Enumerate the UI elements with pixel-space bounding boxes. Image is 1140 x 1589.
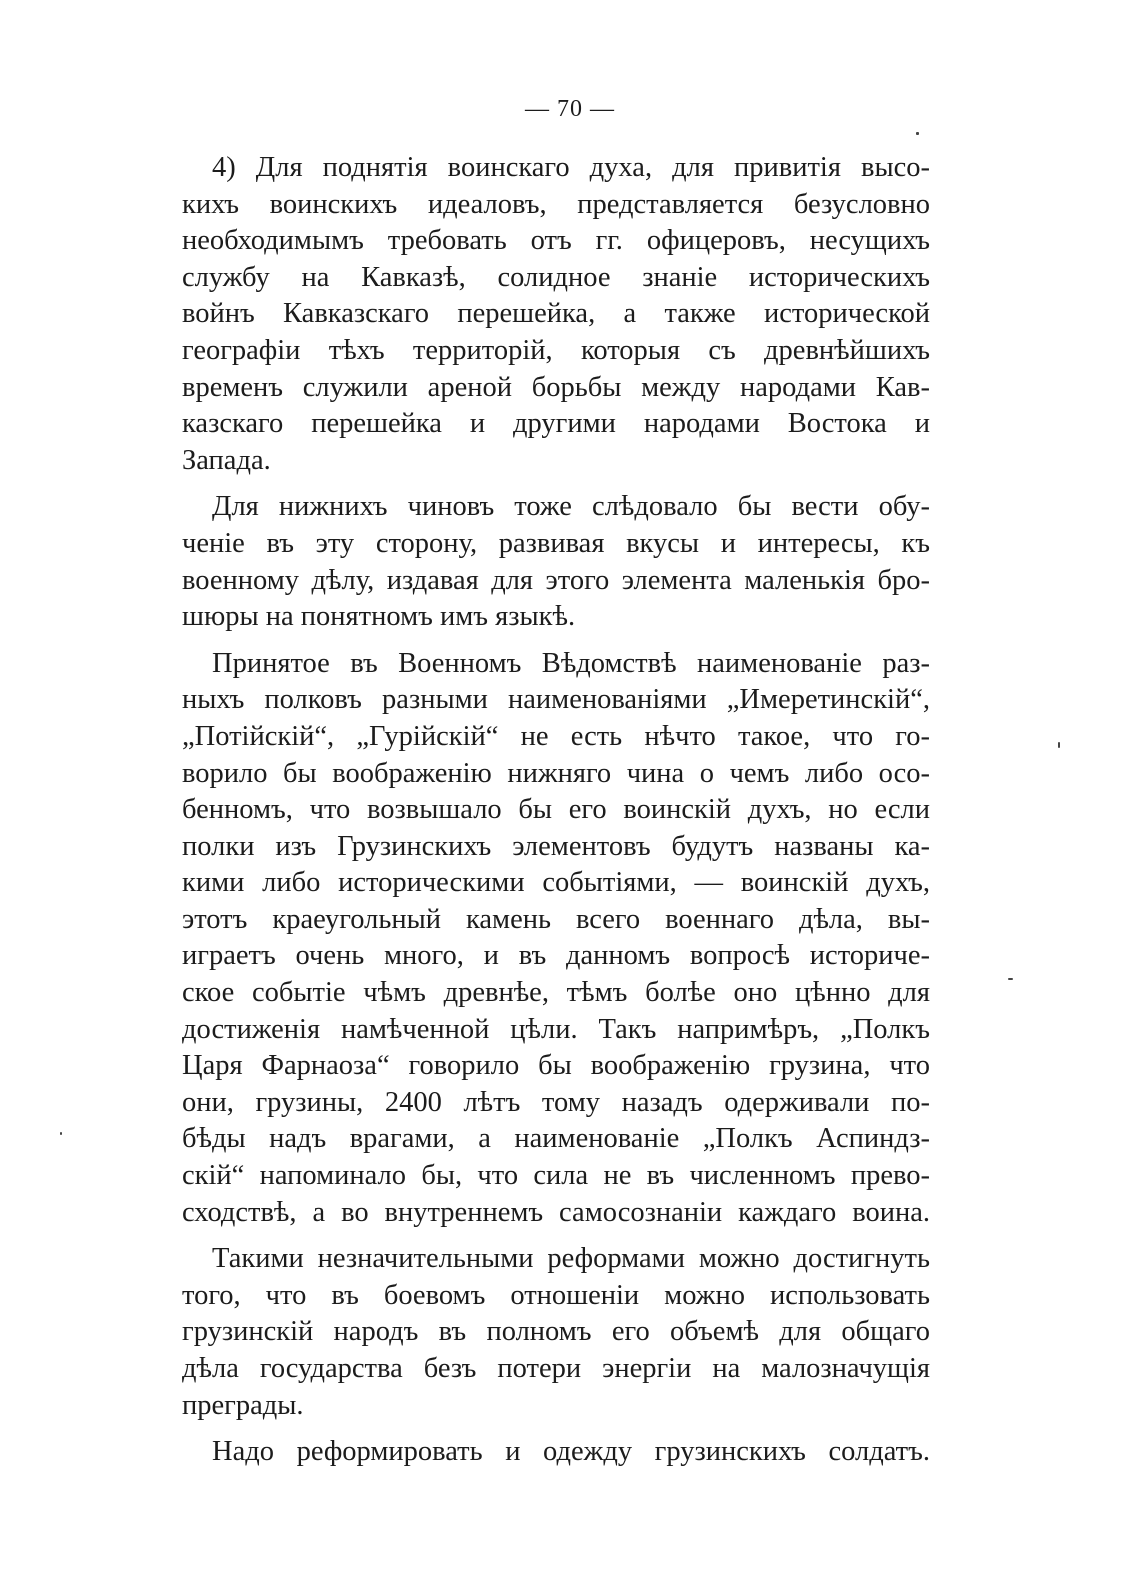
- text-line: грузинскій народъ въ полномъ его объемѣ для общаго: [182, 1316, 930, 1348]
- text-line: дѣла государства безъ потери энергіи на малозначущія: [182, 1353, 930, 1384]
- text-line: кими либо историческими событіями, — воинскій духъ,: [182, 867, 930, 899]
- text-line: бѣды надъ врагами, а наименованіе „Полкъ Аспиндз-: [182, 1123, 930, 1155]
- text-line: ское событіе чѣмъ древнѣе, тѣмъ болѣе оно цѣнно для: [182, 977, 930, 1009]
- text-line: они, грузины, 2400 лѣтъ тому назадъ одерживали по-: [182, 1086, 930, 1118]
- paragraph-officers-education: [182, 150, 930, 479]
- scan-speck: [1058, 742, 1060, 748]
- text-line: этотъ краеугольный камень всего военнаго дѣла, вы-: [182, 903, 930, 935]
- scan-speck: [1008, 978, 1013, 980]
- text-line: Надо реформировать и одежду грузинскихъ солдатъ.: [212, 1436, 930, 1468]
- text-line: того, что въ боевомъ отношеніи можно использовать: [182, 1279, 930, 1311]
- text-line: ченіе въ эту сторону, развивая вкусы и интересы, къ: [182, 527, 930, 559]
- text-line: 4) Для поднятія воинскаго духа, для привитія высо-: [212, 152, 930, 183]
- text-line: службу на Кавказѣ, солидное знаніе историческихъ: [182, 261, 930, 293]
- text-line: полки изъ Грузинскихъ элементовъ будутъ названы ка-: [182, 830, 930, 862]
- text-line: „Потійскій“, „Гурійскій“ не есть нѣчто такое, что го-: [182, 720, 930, 752]
- text-line: бенномъ, что возвышало бы его воинскій духъ, но если: [182, 794, 930, 826]
- text-line: достиженія намѣченной цѣли. Такъ напримѣръ, „Полкъ: [182, 1013, 930, 1045]
- text-line: сходствѣ, а во внутреннемъ самосознаніи каждаго воина.: [182, 1196, 930, 1228]
- text-line: кихъ воинскихъ идеаловъ, представляется безусловно: [182, 188, 930, 220]
- text-line: ныхъ полковъ разными наименованіями „Имеретинскій“,: [182, 684, 930, 716]
- text-line: Такими незначительными реформами можно достигнуть: [212, 1243, 930, 1275]
- text-line: ворило бы воображенію нижняго чина о чемъ либо осо-: [182, 757, 930, 789]
- page-number: — 70 —: [525, 96, 615, 122]
- text-line: Царя Фарнаоза“ говорило бы воображенію грузина, что: [182, 1050, 930, 1082]
- text-line: преграды.: [182, 1389, 304, 1421]
- text-line: временъ служили ареной борьбы между народами Кав-: [182, 371, 930, 403]
- paragraph-regiment-names: [182, 646, 930, 1232]
- text-line: военному дѣлу, издавая для этого элемента маленькія бро-: [182, 564, 930, 596]
- text-line: шюры на понятномъ имъ языкѣ.: [182, 601, 576, 633]
- paragraph-reforms: [182, 1241, 930, 1424]
- page-body: [182, 150, 930, 1481]
- scan-speck: [60, 1132, 62, 1135]
- paragraph-lower-ranks: [182, 489, 930, 635]
- text-line: Запада.: [182, 444, 271, 476]
- paragraph-uniform: [182, 1434, 930, 1471]
- text-line: Для нижнихъ чиновъ тоже слѣдовало бы вести обу-: [212, 491, 930, 523]
- text-line: казскаго перешейка и другими народами Востока и: [182, 408, 930, 440]
- scan-speck: [916, 132, 919, 135]
- text-line: необходимымъ требовать отъ гг. офицеровъ, несущихъ: [182, 225, 930, 257]
- text-line: Принятое въ Военномъ Вѣдомствѣ наименованіе раз-: [212, 647, 930, 679]
- text-line: географіи тѣхъ территорій, которыя съ древнѣйшихъ: [182, 334, 930, 366]
- text-line: войнъ Кавказскаго перешейка, а также исторической: [182, 298, 930, 330]
- text-line: играетъ очень много, и въ данномъ вопросѣ историче-: [182, 940, 930, 972]
- text-line: скій“ напоминало бы, что сила не въ численномъ прево-: [182, 1160, 930, 1192]
